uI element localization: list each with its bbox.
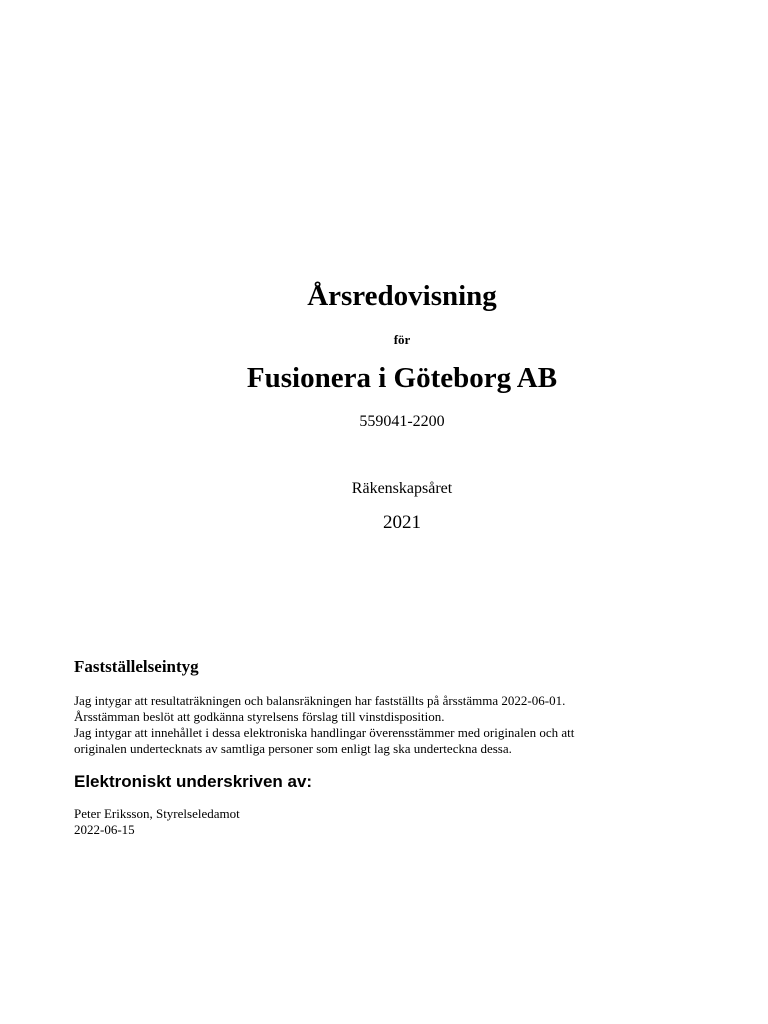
certificate-heading: Fastställelseintyg	[74, 657, 199, 676]
signature-date: 2022-06-15	[74, 822, 135, 837]
certificate-line: Jag intygar att resultaträkningen och balansräkningen har fastställts på årsstämma 2022-06-01.	[74, 693, 566, 708]
certificate-line: Jag intygar att innehållet i dessa elektroniska handlingar överensstämmer med originalen och att	[74, 725, 575, 740]
org-number: 559041-2200	[359, 413, 445, 430]
for-label: för	[393, 332, 411, 347]
fiscal-year-label: Räkenskapsåret	[351, 480, 453, 497]
document-title: Årsredovisning	[307, 280, 497, 312]
certificate-body	[74, 693, 694, 757]
company-name: Fusionera i Göteborg AB	[246, 362, 558, 394]
signer-block	[74, 806, 240, 838]
signer-name: Peter Eriksson, Styrelseledamot	[74, 806, 240, 821]
certificate-line: Årsstämman beslöt att godkänna styrelsens förslag till vinstdisposition.	[74, 709, 445, 724]
fiscal-year: 2021	[383, 512, 421, 533]
signature-heading: Elektroniskt underskriven av:	[74, 772, 313, 791]
certificate-line: originalen undertecknats av samtliga personer som enligt lag ska underteckna dessa.	[74, 741, 512, 756]
